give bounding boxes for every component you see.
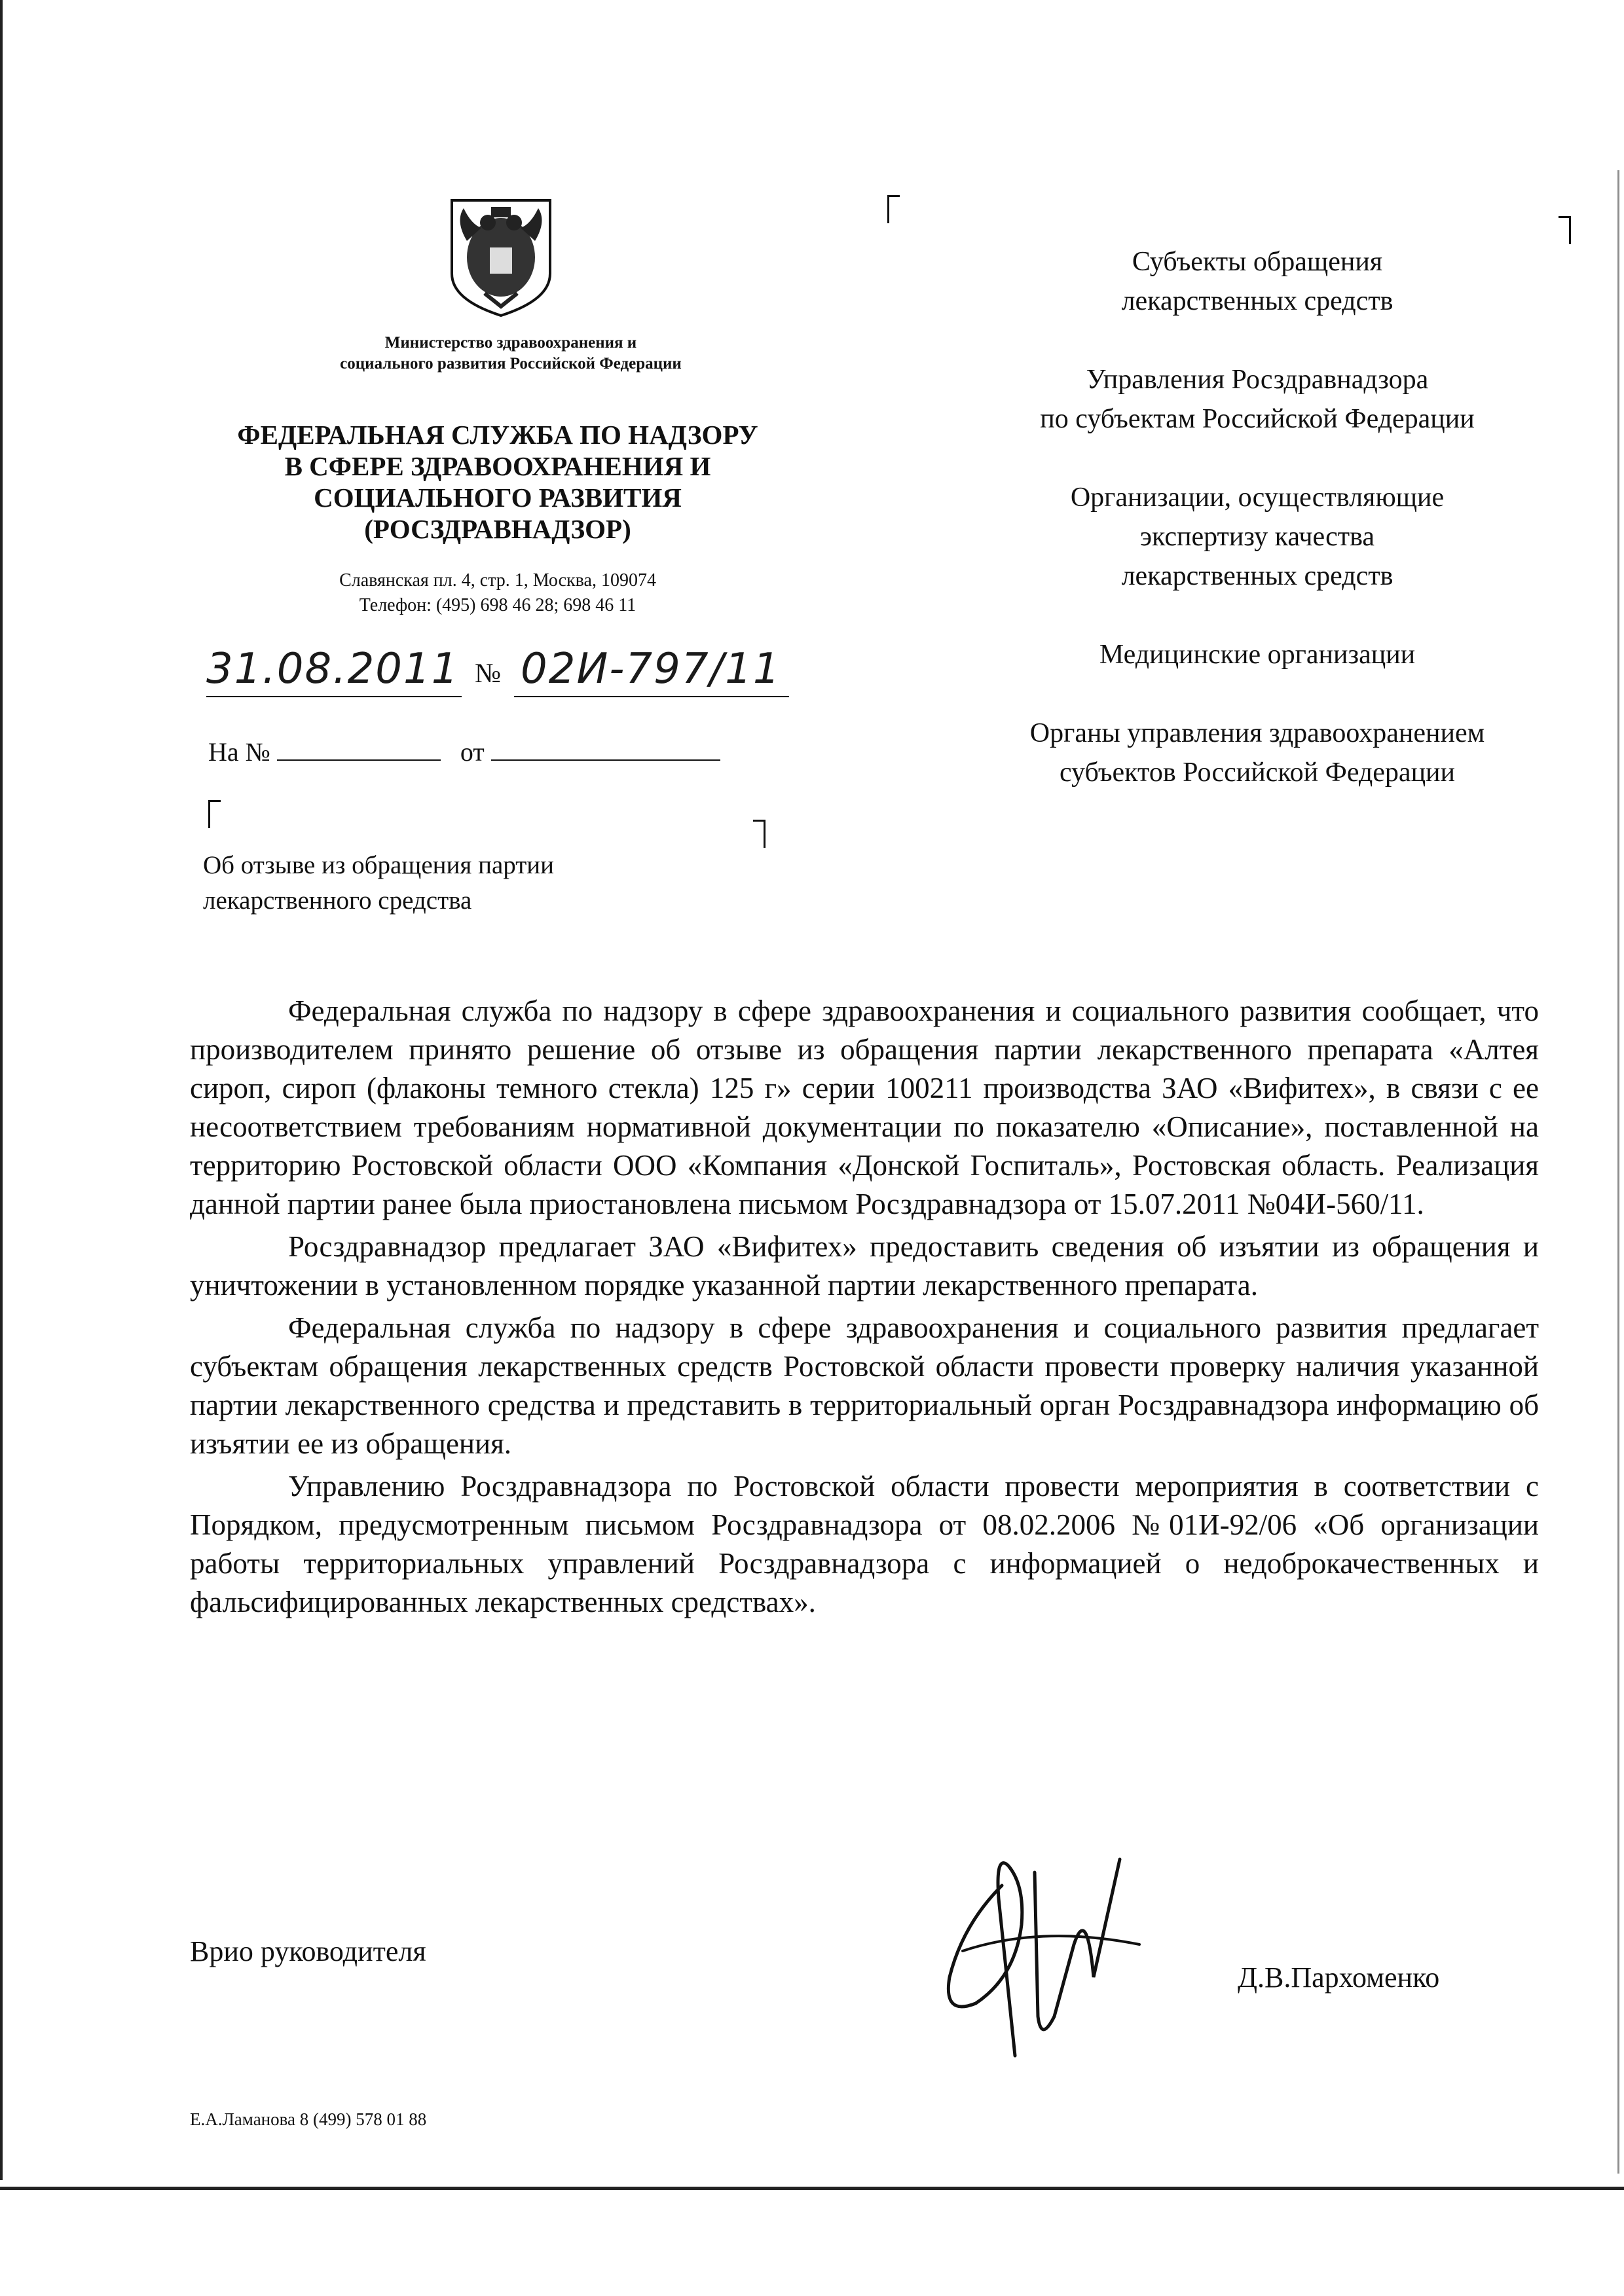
addressee-item: Организации, осуществляющие экспертизу качества лекарственных средств: [1070, 483, 1445, 591]
body-paragraph: Управлению Росздравнадзора по Ростовской области провести мероприятия в соответствии с Порядком, предусмотренным письмом Росздравнадзора от 08.02.2006 №01И-92/06 «Об организации работы территориальных управлений Росздравнадзора с информацией о недоброкачественных и фальсифицированных лекарственных средствах».: [190, 1470, 1539, 1618]
executor-contact: Е.А.Ламанова 8 (499) 578 01 88: [190, 2109, 427, 2129]
letter-subject: Об отзыве из обращения партии лекарственного средства: [203, 851, 555, 915]
addressee-bracket-left: [887, 195, 900, 223]
handwritten-signature: [923, 1846, 1172, 2062]
scan-border-left: [0, 0, 3, 2180]
body-paragraph: Федеральная служба по надзору в сфере здравоохранения и социального развития сообщает, что производителем принято решение об отзыве из обращения партии лекарственного препарата «Алтея сироп, сироп (флаконы темного стекла) 125 г» серии 100211 производства ЗАО «Вифитех», в связи с ее несоответствием требованиям нормативной документации по показателю «Описание», поставленной на территорию Ростовской области ООО «Компания «Донской Госпиталь», Ростовская область. Реализация данной партии ранее была приостановлена письмом Росздравнадзора от 15.07.2011 №04И-560/11.: [190, 994, 1539, 1220]
reference-number-label: На №: [208, 737, 270, 767]
ministry-name: Министерство здравоохранения и социального развития Российской Федерации: [340, 334, 682, 373]
reference-date-label: от: [460, 737, 485, 767]
coat-of-arms-icon: [445, 195, 557, 319]
signatory-position: Врио руководителя: [190, 1935, 426, 1967]
addressee-item: Управления Росздравнадзора по субъектам Российской Федерации: [1040, 365, 1475, 434]
subject-bracket-right: [753, 820, 766, 848]
reference-line: [208, 737, 720, 767]
addressee-item: Медицинские организации: [1099, 640, 1416, 670]
number-sign: №: [475, 659, 502, 689]
registration-number: 02И-797/11: [521, 645, 781, 693]
reference-date-blank: [491, 738, 720, 761]
registration-line: [206, 645, 796, 704]
body-paragraph: Росздравнадзор предлагает ЗАО «Вифитех» предоставить сведения об изъятии из обращения и уничтожении в установленном порядке указанной партии лекарственного препарата.: [190, 1230, 1539, 1302]
addressee-item: Субъекты обращения лекарственных средств: [1121, 247, 1393, 316]
signatory-name: Д.В.Пархоменко: [1238, 1961, 1440, 1994]
date-underline: [206, 696, 462, 697]
addressee-bracket-right: [1559, 216, 1571, 244]
number-underline: [514, 696, 789, 697]
letter-body: [190, 992, 1539, 1626]
agency-name: ФЕДЕРАЛЬНАЯ СЛУЖБА ПО НАДЗОРУ В СФЕРЕ ЗДРАВООХРАНЕНИЯ И СОЦИАЛЬНОГО РАЗВИТИЯ (РОСЗДРАВНАДЗОР): [237, 420, 758, 544]
body-paragraph: Федеральная служба по надзору в сфере здравоохранения и социального развития предлагает субъектам обращения лекарственных средств Ростовской области провести проверку наличия указанной партии лекарственного средства и представить в территориальный орган Росздравнадзора информацию об изъятии ее из обращения.: [190, 1311, 1539, 1460]
reference-number-blank: [277, 738, 441, 761]
addressee-list: [930, 242, 1585, 831]
scan-border-right: [1617, 170, 1619, 2174]
agency-address: Славянская пл. 4, стр. 1, Москва, 109074 Телефон: (495) 698 46 28; 698 46 11: [339, 570, 656, 615]
addressee-item: Органы управления здравоохранением субъектов Российской Федерации: [1029, 718, 1485, 788]
registration-date: 31.08.2011: [206, 645, 460, 693]
subject-bracket-left: [208, 800, 221, 828]
scan-border-bottom: [0, 2187, 1624, 2190]
